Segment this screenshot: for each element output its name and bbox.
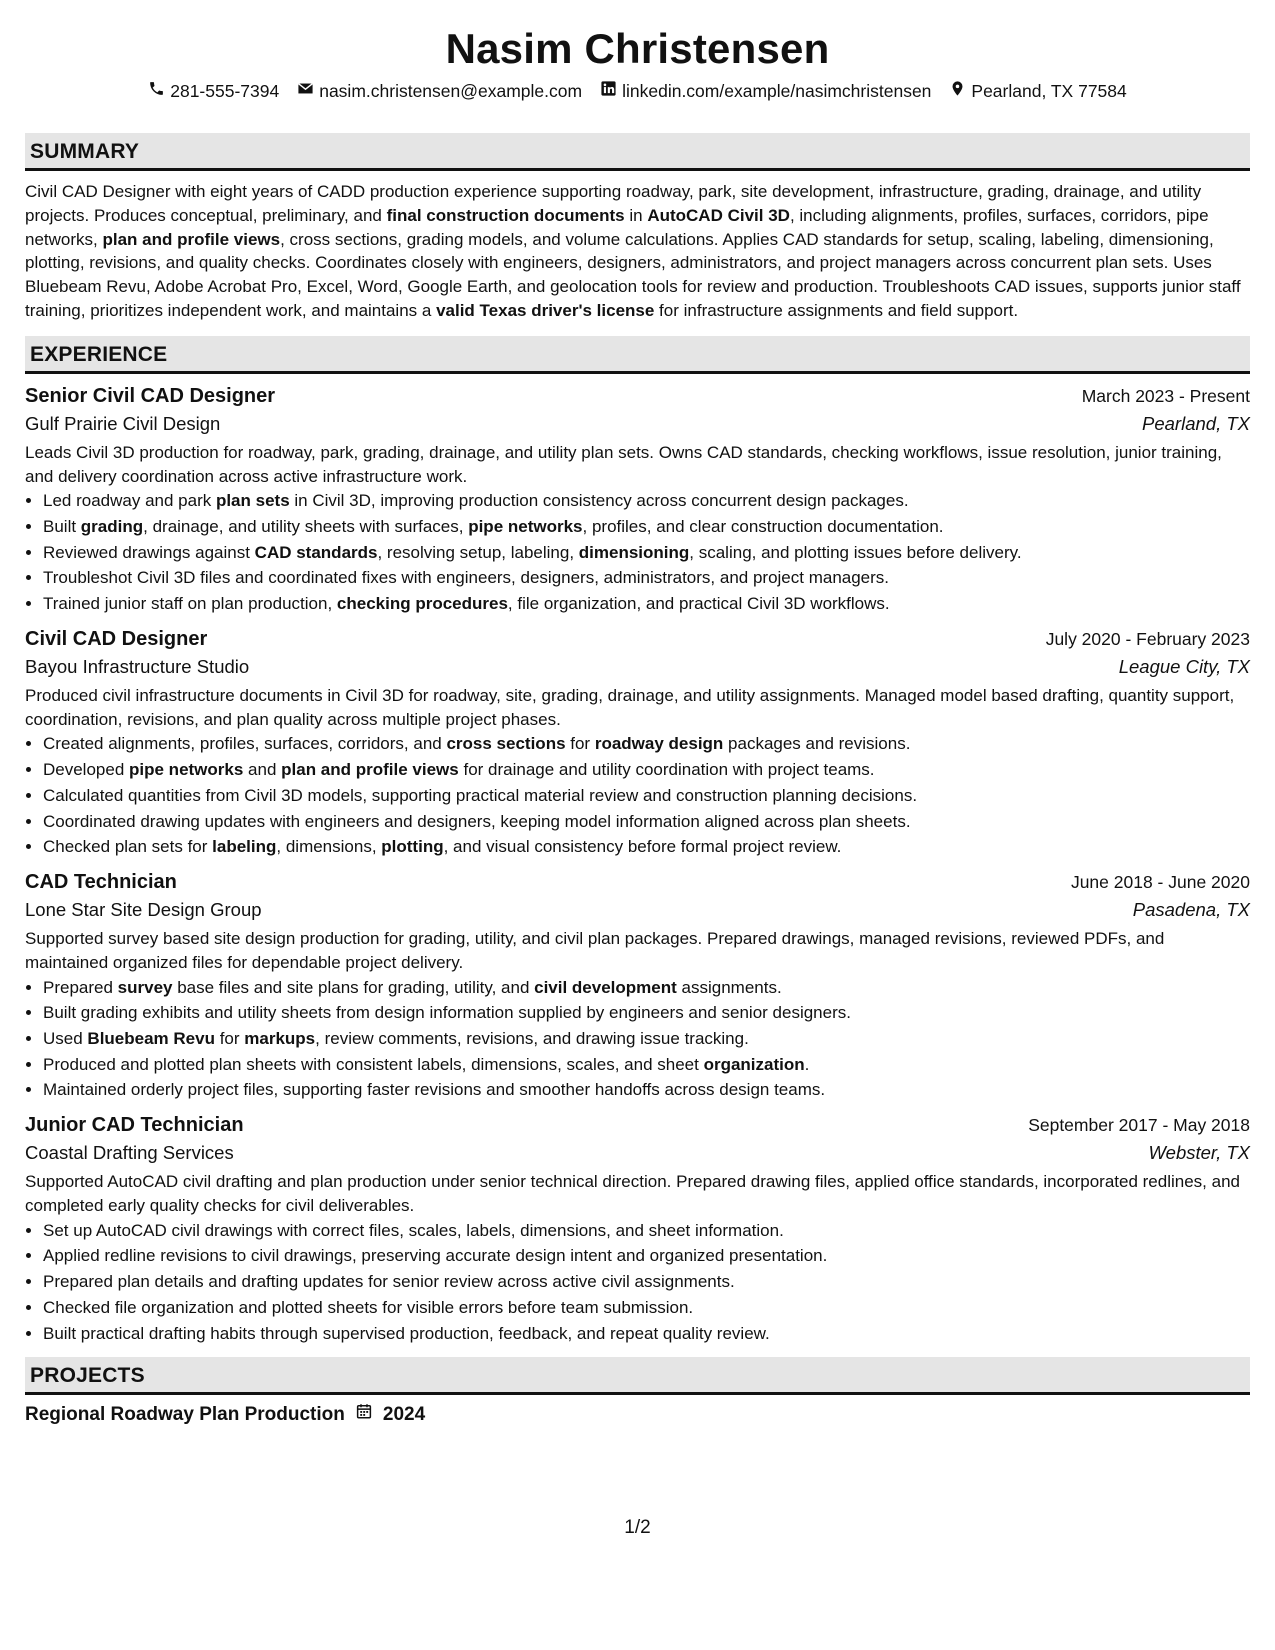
phone-icon — [148, 79, 165, 103]
job-bullets — [25, 975, 1250, 1104]
job-description: Leads Civil 3D production for roadway, park, grading, drainage, and utility plan sets. Owns CAD standards, checking workflows, issue resolution, junior training, and delivery coordination across active infrastructure work. — [25, 442, 1222, 486]
job-company-row — [25, 896, 1250, 923]
job-dates: March 2023 - Present — [1081, 385, 1250, 406]
list-item: • Reviewed drawings against CAD standards, resolving setup, labeling, dimensioning, scaling, and plotting issues before delivery. — [43, 540, 1250, 566]
list-item: • Prepared plan details and drafting updates for senior review across active civil assignments. — [43, 1269, 1250, 1295]
contact-email — [297, 79, 582, 103]
summary-text: Civil CAD Designer with eight years of CADD production experience supporting roadway, park, site development, infrastructure, grading, drainage, and utility projects. Produces conceptual, preliminary, and final construction documents in AutoCAD Civil 3D, including alignments, profiles, surfaces, corridors, pipe networks, plan and profile views, cross sections, grading models, and volume calculations. Applies CAD standards for setup, scaling, labeling, dimensioning, plotting, revisions, and quality checks. Coordinates closely with engineers, designers, administrators, and project managers across concurrent plan sets. Uses Bluebeam Revu, Adobe Acrobat Pro, Excel, Word, Google Earth, and geolocation tools for review and production. Troubleshoots CAD issues, supports junior staff training, prioritizes independent work, and maintains a valid Texas driver's license for infrastructure assignments and field support. — [25, 182, 1241, 320]
job-company: Gulf Prairie Civil Design — [25, 412, 221, 434]
contact-bar — [25, 79, 1250, 103]
contact-phone — [148, 79, 279, 103]
job-location: Webster, TX — [1148, 1142, 1250, 1164]
job-dates: June 2018 - June 2020 — [1070, 872, 1250, 892]
job-company: Coastal Drafting Services — [25, 1142, 234, 1164]
list-item: • Set up AutoCAD civil drawings with correct files, scales, labels, dimensions, and sheet information. — [43, 1218, 1250, 1244]
job-title-row — [25, 625, 1250, 653]
list-item: • Coordinated drawing updates with engineers and designers, keeping model information aligned across plan sheets. — [43, 809, 1250, 835]
list-item: • Prepared survey base files and site plans for grading, utility, and civil development assignments. — [43, 975, 1250, 1001]
list-item: • Checked plan sets for labeling, dimensions, plotting, and visual consistency before formal project review. — [43, 834, 1250, 860]
job-company-row — [25, 1139, 1250, 1166]
job-company: Lone Star Site Design Group — [25, 899, 262, 920]
job-bullets — [25, 1218, 1250, 1347]
section-header-projects: PROJECTS — [25, 1357, 1250, 1395]
project-title: Regional Roadway Plan Production — [25, 1404, 345, 1426]
section-header-experience: EXPERIENCE — [25, 336, 1250, 374]
linkedin-icon — [600, 79, 617, 103]
location-pin-icon — [949, 79, 966, 103]
contact-linkedin — [600, 79, 931, 103]
project-year: 2024 — [382, 1404, 426, 1426]
list-item: • Applied redline revisions to civil drawings, preserving accurate design intent and organized presentation. — [43, 1243, 1250, 1269]
experience-entry — [25, 625, 1250, 860]
job-description: Produced civil infrastructure documents in Civil 3D for roadway, site, grading, drainage, and utility assignments. Managed model based drafting, quantity support, coordination, revisions, and plan quality across multiple project phases. — [25, 685, 1235, 729]
job-company-row — [25, 410, 1250, 437]
list-item: • Built practical drafting habits through supervised production, feedback, and repeat quality review. — [43, 1321, 1250, 1347]
contact-location — [949, 79, 1126, 103]
job-dates: July 2020 - February 2023 — [1045, 628, 1250, 649]
job-title: Senior Civil CAD Designer — [25, 384, 276, 407]
list-item: • Used Bluebeam Revu for markups, review comments, revisions, and drawing issue tracking. — [43, 1026, 1250, 1052]
list-item: • Built grading, drainage, and utility sheets with surfaces, pipe networks, profiles, and clear construction documentation. — [43, 514, 1250, 540]
list-item: • Created alignments, profiles, surfaces, corridors, and cross sections for roadway design packages and revisions. — [43, 731, 1250, 757]
job-title-row — [25, 868, 1250, 896]
list-item: • Produced and plotted plan sheets with consistent labels, dimensions, scales, and sheet organization. — [43, 1052, 1250, 1078]
candidate-name: Nasim Christensen — [445, 25, 830, 72]
experience-entry — [25, 382, 1250, 617]
job-dates: September 2017 - May 2018 — [1028, 1115, 1250, 1136]
list-item: • Calculated quantities from Civil 3D models, supporting practical material review and construction planning decisions. — [43, 783, 1250, 809]
project-item — [25, 1401, 1250, 1429]
list-item: • Maintained orderly project files, supporting faster revisions and smoother handoffs across design teams. — [43, 1077, 1250, 1103]
job-title-row — [25, 382, 1250, 410]
resume-page — [25, 0, 1250, 1429]
location-text: Pearland, TX 77584 — [971, 81, 1127, 101]
experience-list — [25, 382, 1250, 1346]
list-item: • Troubleshot Civil 3D files and coordinated fixes with engineers, designers, administrators, and project managers. — [43, 565, 1250, 591]
calendar-icon — [355, 1401, 373, 1429]
job-location: Pearland, TX — [1142, 412, 1250, 434]
job-title: Civil CAD Designer — [25, 627, 208, 650]
job-description: Supported survey based site design production for grading, utility, and civil plan packages. Prepared drawings, managed revisions, reviewed PDFs, and maintained organized files for dependable project delivery. — [25, 929, 1165, 972]
job-bullets — [25, 488, 1250, 617]
list-item: • Checked file organization and plotted sheets for visible errors before team submission. — [43, 1295, 1250, 1321]
page-number: 1/2 — [624, 1517, 651, 1538]
list-item: • Trained junior staff on plan production, checking procedures, file organization, and practical Civil 3D workflows. — [43, 591, 1250, 617]
list-item: • Led roadway and park plan sets in Civil 3D, improving production consistency across concurrent design packages. — [43, 488, 1250, 514]
list-item: • Developed pipe networks and plan and profile views for drainage and utility coordination with project teams. — [43, 757, 1250, 783]
phone-text[interactable]: 281-555-7394 — [170, 81, 280, 101]
list-item: • Built grading exhibits and utility sheets from design information supplied by engineers and senior designers. — [43, 1000, 1250, 1026]
job-company-row — [25, 653, 1250, 680]
job-bullets — [25, 731, 1250, 860]
job-title-row — [25, 1111, 1250, 1139]
experience-entry — [25, 1111, 1250, 1346]
job-description: Supported AutoCAD civil drafting and plan production under senior technical direction. Prepared drawing files, applied office standards, incorporated redlines, and completed early quality checks for civil deliverables. — [25, 1172, 1240, 1215]
job-location: Pasadena, TX — [1132, 899, 1250, 920]
linkedin-link[interactable]: linkedin.com/example/nasimchristensen — [622, 81, 932, 101]
envelope-icon — [297, 79, 314, 103]
job-location: League City, TX — [1118, 655, 1250, 677]
job-company: Bayou Infrastructure Studio — [25, 655, 250, 677]
section-header-summary: SUMMARY — [25, 133, 1250, 171]
email-link[interactable]: nasim.christensen@example.com — [319, 81, 583, 101]
experience-entry — [25, 868, 1250, 1103]
job-title: CAD Technician — [25, 871, 177, 893]
job-title: Junior CAD Technician — [25, 1114, 244, 1137]
